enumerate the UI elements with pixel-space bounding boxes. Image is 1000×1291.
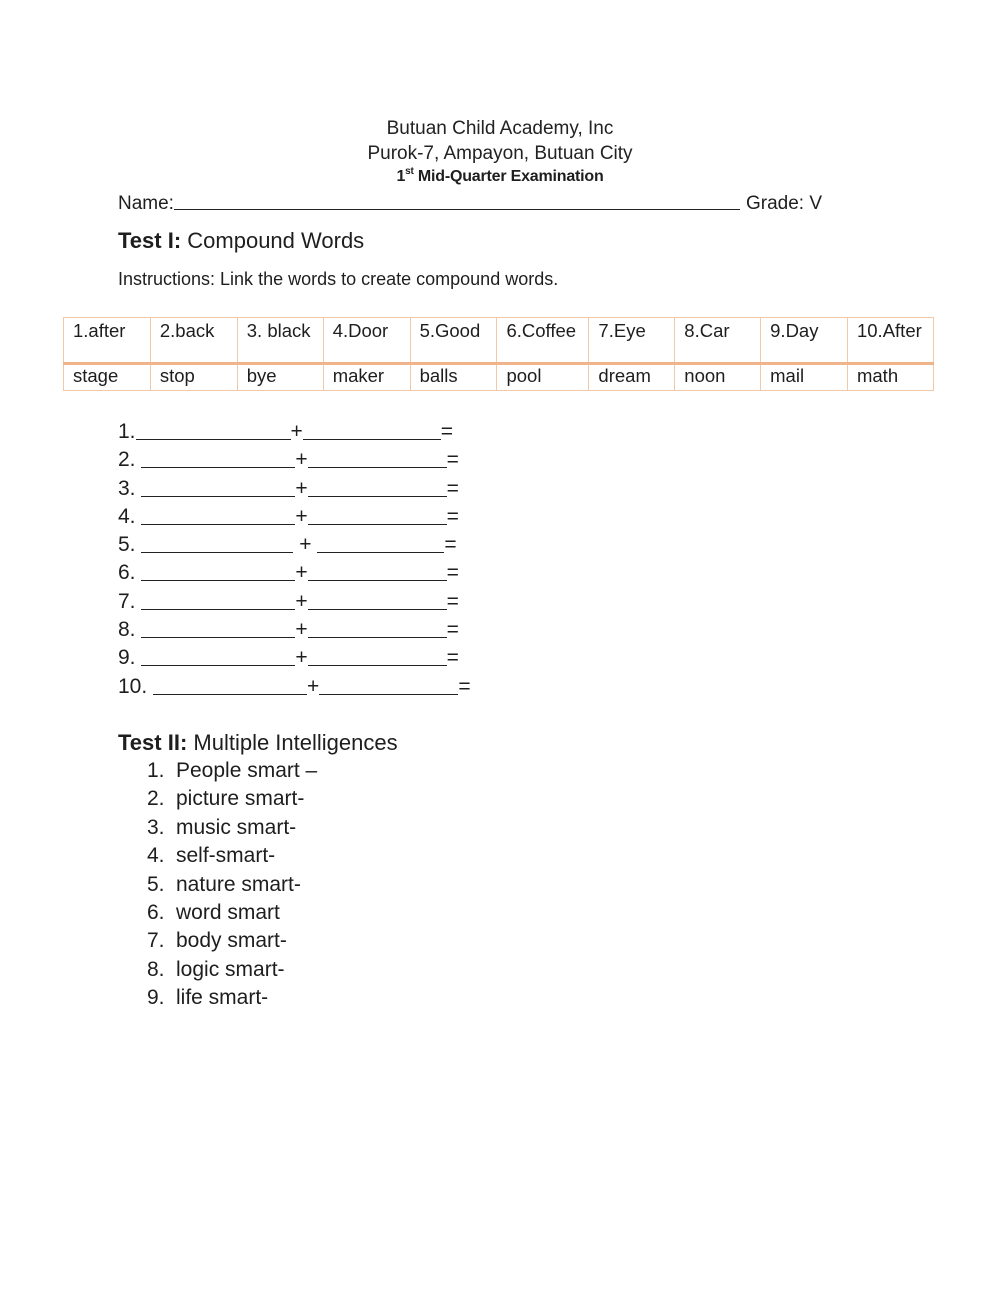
equals-sign: = [446, 504, 459, 528]
equals-sign: = [446, 476, 459, 500]
answer-line [118, 588, 471, 616]
answer-line [118, 559, 471, 587]
exam-title-text: Mid-Quarter Examination [417, 168, 604, 185]
list-item-text: music smart- [176, 815, 297, 839]
answer-line [118, 446, 471, 474]
table-cell: maker [323, 364, 410, 391]
list-item [147, 814, 317, 842]
plus-sign: + [295, 589, 308, 613]
list-item-text: self-smart- [176, 844, 276, 868]
answer-number: 1. [118, 420, 136, 443]
plus-sign: + [295, 448, 308, 472]
table-cell: stage [64, 364, 151, 391]
answer-number: 7. [118, 589, 136, 613]
answer-blank-first[interactable] [136, 420, 291, 440]
answer-number: 6. [118, 561, 136, 585]
list-item-text: picture smart- [176, 787, 305, 811]
list-item-number: 5. [147, 872, 165, 896]
test2-heading-rest: Multiple Intelligences [193, 730, 398, 755]
list-item [147, 899, 317, 927]
list-item [147, 956, 317, 984]
list-item-number: 3. [147, 815, 165, 839]
list-item-number: 1. [147, 759, 165, 782]
answer-blank-first[interactable] [153, 675, 307, 695]
answer-number: 8. [118, 618, 136, 642]
list-item-text: People smart – [176, 759, 318, 782]
plus-sign: + [307, 674, 320, 698]
answer-blank-second[interactable] [308, 646, 447, 666]
table-cell: 9.Day [761, 318, 848, 364]
table-cell: 1.after [64, 318, 151, 364]
answer-blank-first[interactable] [141, 533, 293, 553]
list-item-text: nature smart- [176, 872, 301, 896]
list-item-text: logic smart- [176, 957, 285, 981]
answer-number: 3. [118, 476, 136, 500]
list-item [147, 842, 317, 870]
list-item-number: 8. [147, 957, 165, 981]
table-cell: 10.After [847, 318, 933, 364]
table-cell: balls [410, 364, 497, 391]
plus-sign: + [295, 618, 308, 642]
table-cell: stop [150, 364, 237, 391]
list-item-number: 2. [147, 787, 165, 811]
test1-instructions: Instructions: Link the words to create compound words. [118, 269, 559, 289]
plus-sign: + [295, 646, 308, 670]
name-label: Name: [118, 193, 174, 214]
answer-blank-second[interactable] [308, 477, 447, 497]
plus-sign: + [295, 504, 308, 528]
list-item [147, 984, 317, 1012]
table-cell: 6.Coffee [497, 318, 589, 364]
list-item-number: 7. [147, 929, 165, 953]
plus-sign: + [295, 476, 308, 500]
table-cell: 4.Door [323, 318, 410, 364]
answer-number: 9. [118, 646, 136, 670]
grade-label: Grade: V [745, 193, 823, 214]
list-item-number: 9. [147, 986, 165, 1010]
equals-sign: = [440, 420, 454, 443]
answer-blank-first[interactable] [141, 505, 295, 525]
table-row-first-words [64, 318, 934, 364]
list-item [147, 757, 317, 785]
table-cell: math [847, 364, 933, 391]
equals-sign: = [446, 561, 459, 585]
answer-blank-second[interactable] [308, 505, 447, 525]
answer-blank-second[interactable] [317, 533, 444, 553]
answer-blank-first[interactable] [141, 646, 295, 666]
answer-number: 4. [118, 504, 136, 528]
school-address: Purok-7, Ampayon, Butuan City [367, 143, 633, 164]
table-cell: 5.Good [410, 318, 497, 364]
answer-line [118, 616, 471, 644]
answer-blank-second[interactable] [319, 675, 458, 695]
equals-sign: = [446, 646, 459, 670]
table-cell: pool [497, 364, 589, 391]
test1-heading-bold: Test I: [118, 228, 182, 253]
answer-line [118, 673, 471, 701]
compound-words-table [63, 317, 934, 391]
table-cell: bye [237, 364, 323, 391]
answer-blank-second[interactable] [303, 420, 441, 440]
answer-blank-second[interactable] [308, 448, 447, 468]
plus-sign: + [299, 533, 312, 557]
equals-sign: = [458, 674, 471, 698]
list-item-number: 4. [147, 844, 165, 868]
plus-sign: + [290, 420, 303, 443]
equals-sign: = [446, 448, 459, 472]
answer-number: 5. [118, 533, 136, 557]
table-cell: 8.Car [675, 318, 761, 364]
answer-blank-first[interactable] [141, 448, 295, 468]
test1-heading [118, 228, 364, 254]
test1-heading-rest: Compound Words [187, 228, 365, 253]
list-item [147, 785, 317, 813]
equals-sign: = [444, 533, 457, 557]
list-item-text: body smart- [176, 929, 287, 953]
list-item [147, 927, 317, 955]
answer-blank-first[interactable] [141, 477, 295, 497]
test2-heading [118, 730, 398, 756]
answer-blank-first[interactable] [141, 618, 295, 638]
answer-line [118, 503, 471, 531]
answer-number: 2. [118, 448, 136, 472]
test2-heading-bold: Test II: [118, 730, 188, 755]
answer-line [118, 475, 471, 503]
exam-ordinal: 1 [396, 168, 406, 185]
multiple-intelligences-list [147, 757, 317, 1013]
name-blank[interactable] [174, 191, 740, 210]
table-cell: noon [675, 364, 761, 391]
name-row [118, 191, 822, 215]
table-cell: dream [589, 364, 675, 391]
equals-sign: = [446, 618, 459, 642]
plus-sign: + [295, 561, 308, 585]
answer-blank-second[interactable] [308, 590, 447, 610]
answer-blank-first[interactable] [141, 590, 295, 610]
table-cell: 7.Eye [589, 318, 675, 364]
answer-line [118, 418, 471, 446]
table-cell: 2.back [150, 318, 237, 364]
list-item-text: life smart- [176, 986, 269, 1010]
answer-number: 10. [118, 674, 148, 698]
table-cell: 3. black [237, 318, 323, 364]
answer-line [118, 531, 471, 559]
exam-title [0, 168, 1000, 186]
table-cell: mail [761, 364, 848, 391]
answer-blank-second[interactable] [308, 618, 447, 638]
answer-blank-second[interactable] [308, 561, 447, 581]
table-row-second-words [64, 364, 934, 391]
list-item-text: word smart [176, 900, 280, 924]
equals-sign: = [446, 589, 459, 613]
list-item-number: 6. [147, 900, 165, 924]
answer-line [118, 644, 471, 672]
answer-blank-first[interactable] [141, 561, 295, 581]
exam-ordinal-suffix: st [405, 166, 414, 177]
list-item [147, 871, 317, 899]
school-name: Butuan Child Academy, Inc [386, 118, 614, 139]
answer-lines [118, 418, 471, 701]
